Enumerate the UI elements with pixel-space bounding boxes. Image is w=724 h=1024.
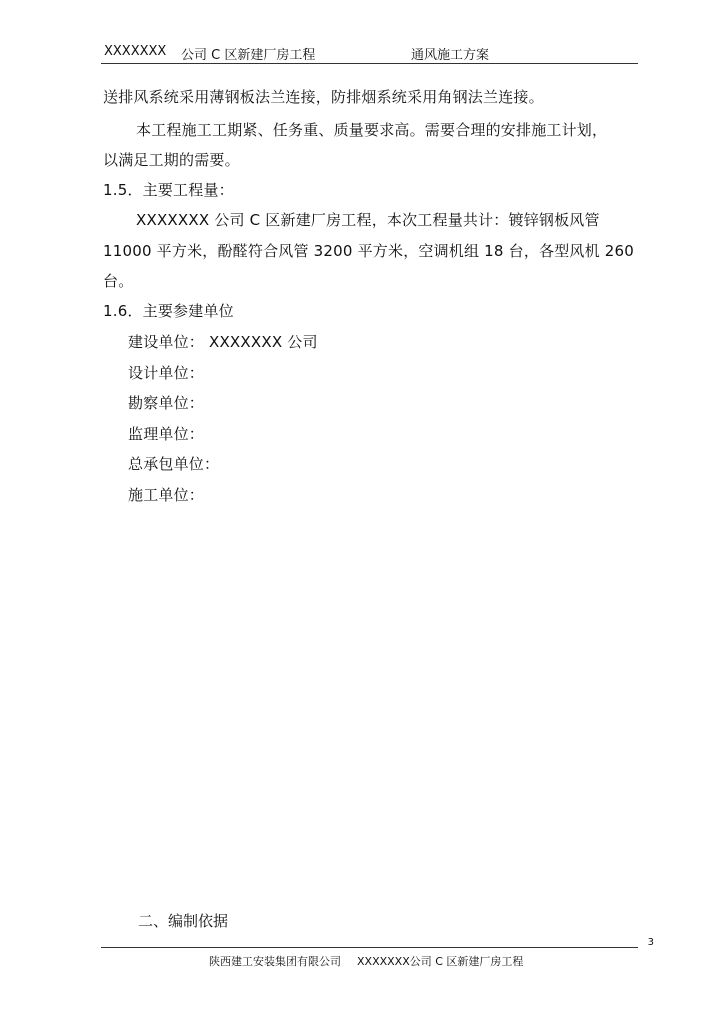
section-2-heading: 二、编制依据 xyxy=(138,912,229,930)
page-number: 3 xyxy=(647,937,654,948)
quantities-line2: 11000 平方米，酚醛符合风管 3200 平方米，空调机组 18 台，各型风机 260 xyxy=(103,242,635,260)
quantities-line1: XXXXXXX 公司 C 区新建厂房工程，本次工程量共计：镀锌钢板风管 xyxy=(136,211,600,229)
section-1-6-heading: 1.6．主要参建单位 xyxy=(103,302,234,320)
unit-general-contractor: 总承包单位： xyxy=(128,455,220,473)
header-rule xyxy=(101,63,638,64)
footer-project: XXXXXXX公司 C 区新建厂房工程 xyxy=(357,955,524,968)
footer-company: 陕西建工安装集团有限公司 xyxy=(209,955,341,968)
footer-rule xyxy=(101,947,638,948)
header-project: 公司 C 区新建厂房工程 xyxy=(181,48,316,63)
unit-supervision: 监理单位： xyxy=(128,425,205,443)
quantities-line3: 台。 xyxy=(103,272,134,290)
section-1-5-heading: 1.5．主要工程量： xyxy=(103,181,234,199)
header-doc-title: 通风施工方案 xyxy=(411,48,490,63)
paragraph-flange-connection: 送排风系统采用薄钢板法兰连接，防排烟系统采用角钢法兰连接。 xyxy=(103,88,544,106)
paragraph-schedule-line2: 以满足工期的需要。 xyxy=(103,151,240,169)
paragraph-schedule-line1: 本工程施工工期紧、任务重、质量要求高。需要合理的安排施工计划， xyxy=(136,121,608,139)
unit-survey: 勘察单位： xyxy=(128,394,205,412)
unit-construction-owner: 建设单位： XXXXXXX 公司 xyxy=(128,333,318,351)
unit-design: 设计单位： xyxy=(128,364,205,382)
unit-construction: 施工单位： xyxy=(128,486,205,504)
header-company: XXXXXXX xyxy=(104,44,167,59)
